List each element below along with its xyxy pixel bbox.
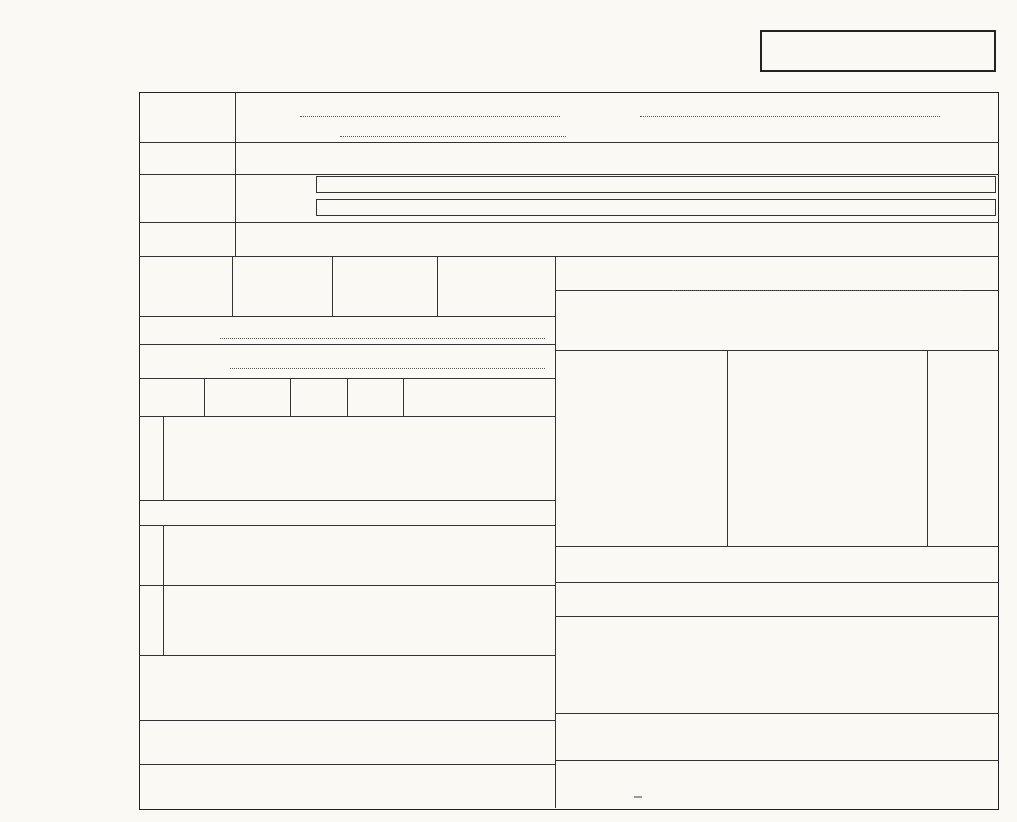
rule-age-4 <box>403 378 404 416</box>
rule-3 <box>139 222 999 223</box>
dots-dob <box>230 368 545 369</box>
rule-13 <box>139 720 555 721</box>
rule-center <box>555 256 556 808</box>
rule-r2 <box>555 350 999 351</box>
rule-9 <box>139 500 555 501</box>
rule-parents <box>163 525 164 655</box>
surname-boxes <box>316 176 996 193</box>
rule-5 <box>139 316 555 317</box>
rule-v1 <box>235 92 236 256</box>
rule-10 <box>139 525 555 526</box>
rule-1 <box>139 142 999 143</box>
rule-4 <box>139 256 999 257</box>
dots-date-death <box>672 290 962 291</box>
rule-interval <box>927 350 928 546</box>
dots-city <box>340 136 566 137</box>
rule-age-3 <box>347 378 348 416</box>
rule-2 <box>139 174 999 175</box>
rule-v4 <box>232 256 233 316</box>
dots-municipality <box>640 116 940 117</box>
rule-14 <box>139 764 555 765</box>
rule-8 <box>139 416 555 417</box>
rule-occ <box>163 416 164 500</box>
given-boxes <box>316 199 996 216</box>
rule-r3 <box>555 546 999 547</box>
rule-r5 <box>555 616 999 617</box>
side-instructions <box>20 140 130 680</box>
dots-birthplace <box>220 338 545 339</box>
registration-number-box <box>760 30 996 72</box>
rule-father-mother <box>139 585 555 586</box>
rule-v2 <box>437 256 438 316</box>
rule-cause <box>727 350 728 546</box>
rule-r6 <box>555 713 999 714</box>
rule-r4 <box>555 582 999 583</box>
dots-county <box>300 116 560 117</box>
rule-age-2 <box>290 378 291 416</box>
physician-stamp <box>634 796 642 798</box>
rule-12 <box>139 655 555 656</box>
rule-6 <box>139 344 555 345</box>
rule-r7 <box>555 760 999 761</box>
rule-age-1 <box>204 378 205 416</box>
rule-v3 <box>332 256 333 316</box>
